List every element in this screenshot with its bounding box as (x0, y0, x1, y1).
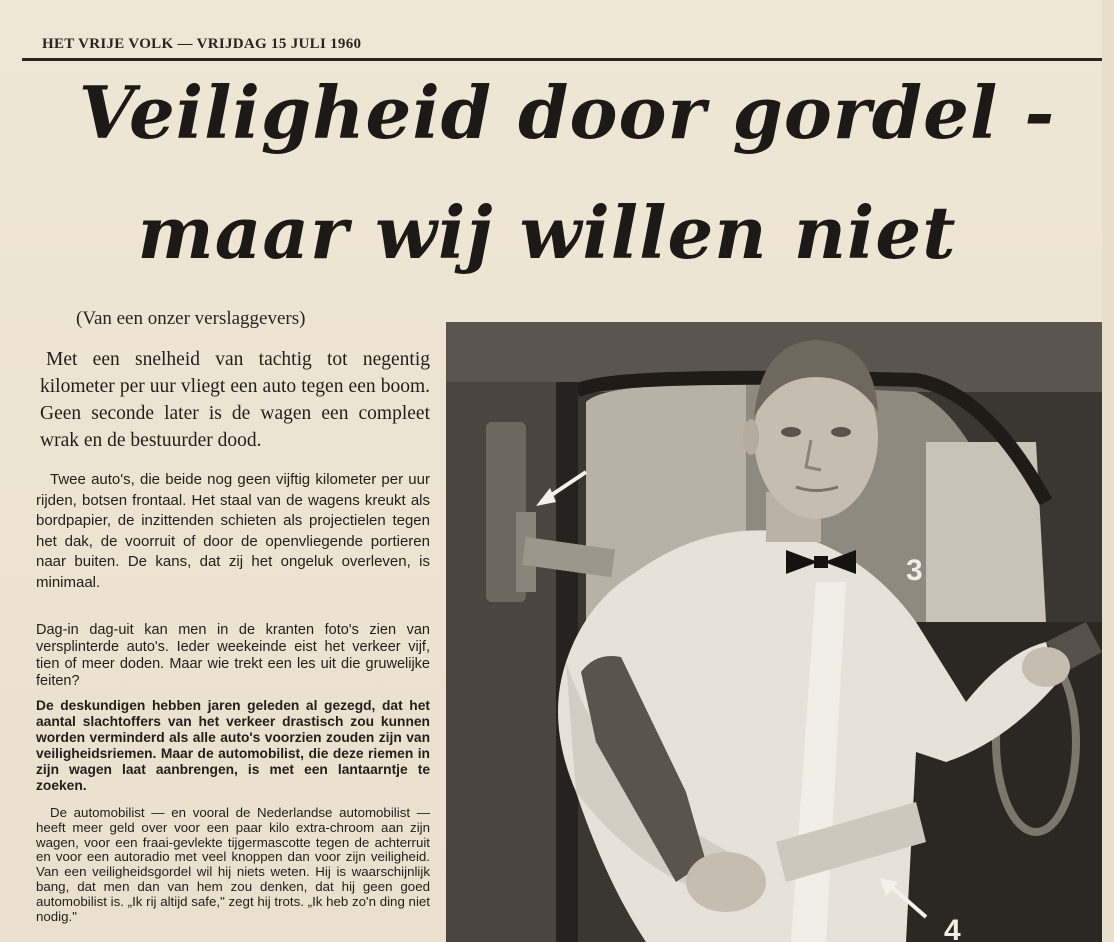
photo-illustration (446, 322, 1102, 942)
headline-line-1: Veiligheid door gordel - (78, 70, 1056, 155)
headline-line-2: maar wij willen niet (137, 190, 957, 275)
masthead-rule (22, 58, 1114, 61)
article-photo (446, 322, 1102, 942)
byline: (Van een onzer verslaggevers) (76, 308, 306, 329)
paragraph-5: De automobilist — en vooral de Nederlandse automobilist — heeft meer geld over voor een paar kilo extra-chroom aan zijn wagen, voor een fraai-gevlekte tijgermascotte tegen de achterruit en voor een autoradio met veel knoppen dan voor zijn veiligheid. Van een veiligheidsgordel wil hij niets weten. Hij is waarschijnlijk bang, dat men dan van hem zou denken, dat hij geen goed automobilist is. „Ik rij altijd safe," zegt hij trots. „Ik heb zo'n ding niet nodig." (36, 805, 430, 924)
photo-marker-4: 4 (944, 914, 961, 942)
page-edge (1102, 0, 1114, 942)
paragraph-4: De deskundigen hebben jaren geleden al gezegd, dat het aantal slachtoffers van het verkeer drastisch zou kunnen worden verminderd als alle auto's voorzien zouden zijn van veiligheidsriemen. Maar de automobilist, die deze riemen in zijn wagen laat aanbrengen, is met een lantaarntje te zoeken. (36, 698, 430, 793)
lead-paragraph: Met een snelheid van tachtig tot negentig kilometer per uur vliegt een auto tegen een boom. Geen seconde later is de wagen een compleet wrak en de bestuurder dood. (40, 349, 430, 451)
photo-marker-3: 3 (906, 554, 923, 587)
paragraph-3: Dag-in dag-uit kan men in de kranten foto's zien van versplinterde auto's. Ieder weekeinde eist het verkeer vijf, tien of meer doden. Maar wie trekt een les uit die gruwelijke feiten? (36, 622, 430, 689)
masthead: HET VRIJE VOLK — VRIJDAG 15 JULI 1960 (42, 36, 362, 52)
paragraph-2: Twee auto's, die beide nog geen vijftig kilometer per uur rijden, botsen frontaal. Het staal van de wagens kreukt als bordpapier, de inzittenden schieten als projectielen tegen het dak, de voorruit of door de openvliegende portieren naar buiten. De kans, dat zij het ongeluk overleven, is minimaal. (36, 471, 430, 591)
